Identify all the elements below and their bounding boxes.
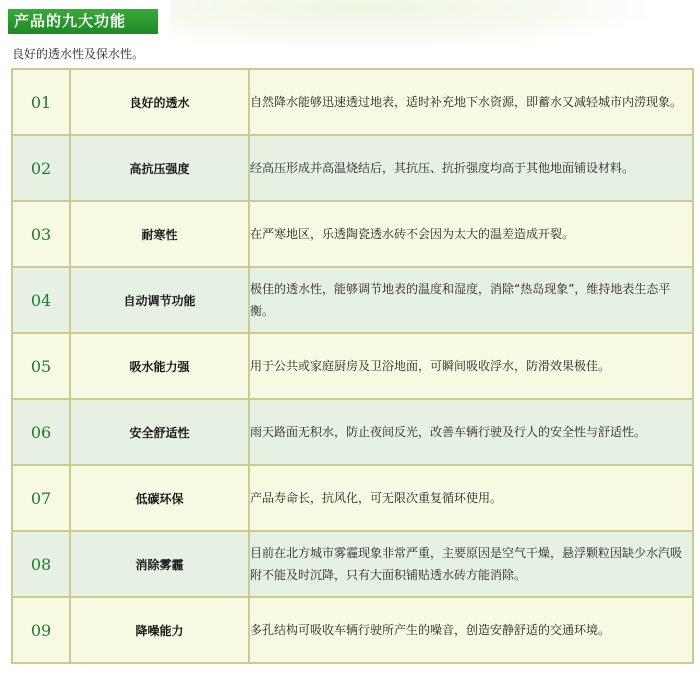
table-row — [12, 267, 693, 333]
feature-name: 安全舒适性 — [70, 399, 249, 465]
feature-number: 09 — [12, 597, 70, 663]
feature-name: 降噪能力 — [70, 597, 249, 663]
table-row — [12, 333, 693, 399]
feature-number: 06 — [12, 399, 70, 465]
feature-number: 04 — [12, 267, 70, 333]
feature-name: 消除雾霾 — [70, 531, 249, 597]
feature-name: 吸水能力强 — [70, 333, 249, 399]
feature-name: 自动调节功能 — [70, 267, 249, 333]
table-row — [12, 135, 693, 201]
feature-number: 02 — [12, 135, 70, 201]
feature-description: 多孔结构可吸收车辆行驶所产生的噪音，创造安静舒适的交通环境。 — [249, 597, 693, 663]
feature-name: 耐寒性 — [70, 201, 249, 267]
feature-description: 用于公共或家庭厨房及卫浴地面，可瞬间吸收浮水，防滑效果极佳。 — [249, 333, 693, 399]
table-row — [12, 201, 693, 267]
feature-description: 目前在北方城市雾霾现象非常严重，主要原因是空气干燥，悬浮颗粒因缺少水汽吸附不能及时沉降，只有大面积铺贴透水砖方能消除。 — [249, 531, 693, 597]
table-row — [12, 465, 693, 531]
table-row — [12, 399, 693, 465]
feature-number: 05 — [12, 333, 70, 399]
feature-description: 经高压形成并高温烧结后，其抗压、抗折强度均高于其他地面铺设材料。 — [249, 135, 693, 201]
table-row — [12, 531, 693, 597]
feature-number: 07 — [12, 465, 70, 531]
features-table — [11, 68, 694, 664]
feature-name: 低碳环保 — [70, 465, 249, 531]
table-row — [12, 69, 693, 135]
feature-number: 08 — [12, 531, 70, 597]
table-row — [12, 597, 693, 663]
feature-description: 产品寿命长，抗风化，可无限次重复循环使用。 — [249, 465, 693, 531]
feature-number: 01 — [12, 69, 70, 135]
feature-description: 雨天路面无积水，防止夜间反光，改善车辆行驶及行人的安全性与舒适性。 — [249, 399, 693, 465]
background-leaf-decoration — [170, 0, 650, 50]
feature-name: 良好的透水 — [70, 69, 249, 135]
feature-description: 在严寒地区，乐透陶瓷透水砖不会因为太大的温差造成开裂。 — [249, 201, 693, 267]
section-title: 产品的九大功能 — [8, 9, 158, 34]
feature-number: 03 — [12, 201, 70, 267]
section-subtitle: 良好的透水性及保水性。 — [12, 47, 145, 61]
feature-description: 自然降水能够迅速透过地表，适时补充地下水资源，即蓄水又减轻城市内涝现象。 — [249, 69, 693, 135]
feature-name: 高抗压强度 — [70, 135, 249, 201]
feature-description: 极佳的透水性，能够调节地表的温度和湿度，消除“热岛现象”，维持地表生态平衡。 — [249, 267, 693, 333]
